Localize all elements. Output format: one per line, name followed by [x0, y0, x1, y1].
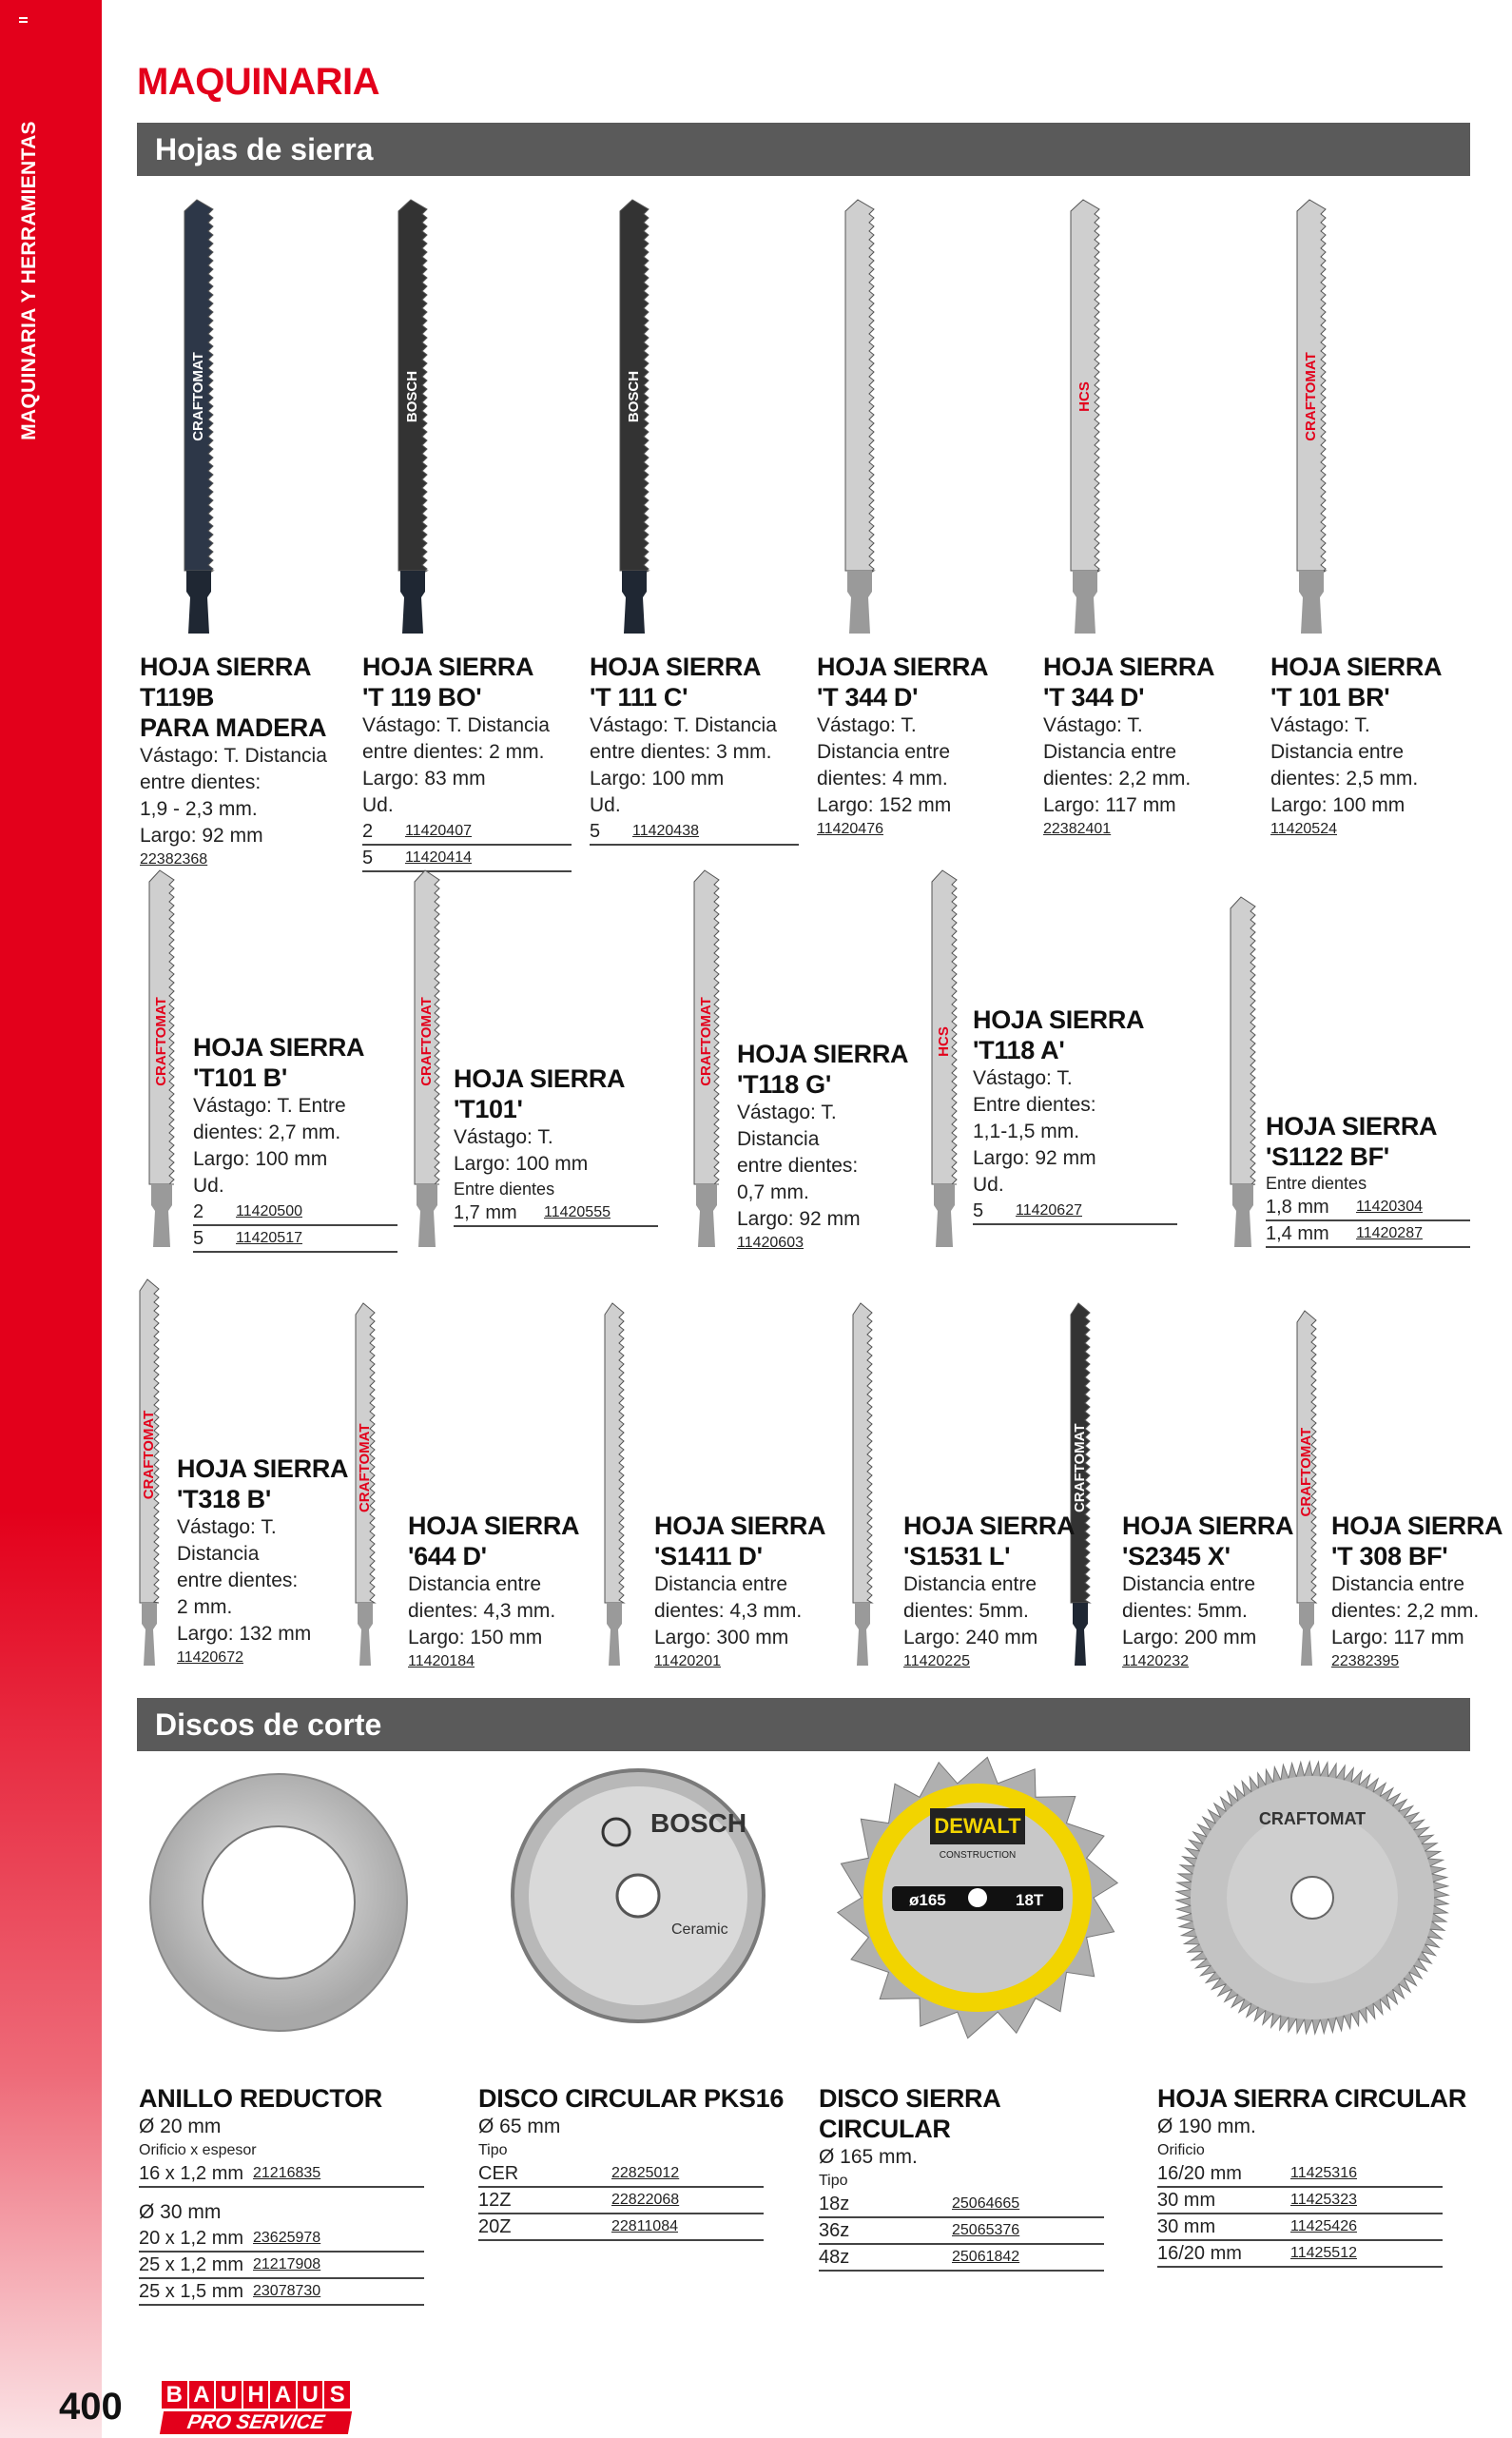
- product-reference: 22825012: [611, 2165, 680, 2181]
- product-reference: 11420517: [236, 1230, 302, 1246]
- product-reference: 11420225: [903, 1653, 970, 1669]
- reference-row: [193, 1199, 397, 1226]
- product-card: [140, 652, 349, 870]
- product-card: [973, 1004, 1177, 1225]
- product-reference: 11420603: [737, 1235, 804, 1251]
- reference-row: [478, 2161, 764, 2188]
- svg-text:HCS: HCS: [936, 1026, 952, 1057]
- product-description: Vástago: T. Distancia entre dientes: 1,9 - 2,3 mm. Largo: 92 mm: [140, 745, 327, 847]
- reference-row: [1157, 2161, 1443, 2188]
- svg-text:CRAFTOMAT: CRAFTOMAT: [1303, 352, 1319, 441]
- reference-row: [819, 2218, 1104, 2245]
- diameter-label: Ø 30 mm: [139, 2201, 222, 2223]
- saw-blade-image: [849, 1303, 882, 1669]
- product-card: [1270, 652, 1480, 840]
- product-reference: 11425316: [1290, 2165, 1357, 2181]
- section-header-cutting-discs: Discos de corte: [137, 1698, 1470, 1751]
- product-card: [737, 1039, 941, 1254]
- product-reference: 11420476: [817, 821, 883, 837]
- variant-value: 48z: [819, 2247, 850, 2268]
- product-name: HOJA SIERRA 'T101 B': [193, 1033, 365, 1092]
- disc-product-card: [1157, 2083, 1471, 2268]
- saw-blade-image: [616, 200, 658, 637]
- product-reference: 11420184: [408, 1653, 475, 1669]
- product-name: HOJA SIERRA 'T 111 C': [590, 653, 762, 712]
- product-name: HOJA SIERRA 'S1411 D': [654, 1512, 826, 1570]
- product-reference: 11420438: [632, 823, 699, 839]
- variant-value: 5: [973, 1200, 984, 1221]
- product-description: Distancia entre dientes: 4,3 mm. Largo: 150 mm: [408, 1573, 556, 1648]
- product-name: HOJA SIERRA 'T118 G': [737, 1040, 909, 1099]
- product-reference: 21217908: [253, 2256, 321, 2272]
- svg-text:CRAFTOMAT: CRAFTOMAT: [1258, 1809, 1367, 1828]
- variant-value: CER: [478, 2163, 519, 2184]
- diameter-label: Ø 65 mm: [478, 2116, 561, 2137]
- reference-row: [1157, 2214, 1443, 2241]
- spec-label: Orificio x espesor: [139, 2142, 257, 2158]
- saw-blade-image: [395, 200, 436, 637]
- product-card: [903, 1511, 1084, 1672]
- product-description: Vástago: T. Largo: 100 mm: [454, 1126, 589, 1175]
- product-reference: 11420287: [1356, 1225, 1423, 1241]
- spec-label: Tipo: [478, 2142, 508, 2158]
- page-number: 400: [59, 2386, 123, 2428]
- variant-value: 5: [193, 1228, 204, 1249]
- product-reference: 11420524: [1270, 821, 1337, 837]
- product-reference: 25061842: [952, 2249, 1020, 2265]
- product-name: HOJA SIERRA 'S2345 X': [1122, 1512, 1294, 1570]
- reference-row: [1157, 2241, 1443, 2268]
- disc-product-card: [139, 2083, 453, 2306]
- reference-row: [454, 1200, 658, 1227]
- spec-label: Tipo: [819, 2173, 848, 2189]
- svg-text:HCS: HCS: [1076, 381, 1093, 412]
- diameter-label: Ø 20 mm: [139, 2116, 222, 2137]
- reference-row: [478, 2188, 764, 2214]
- variant-value: 20 x 1,2 mm: [139, 2228, 244, 2249]
- variant-value: 2: [362, 821, 374, 842]
- product-description: Vástago: T. Entre dientes: 2,7 mm. Largo: 100 mm Ud.: [193, 1095, 346, 1197]
- saw-blade-image: [1067, 200, 1109, 637]
- product-card: [1122, 1511, 1303, 1672]
- reference-row: [362, 819, 572, 846]
- logo-letter: H: [243, 2381, 269, 2409]
- product-name: HOJA SIERRA 'T 119 BO': [362, 653, 534, 712]
- product-reference: 11420672: [177, 1649, 243, 1666]
- product-reference: 22382368: [140, 851, 208, 868]
- dewalt-disc-image: [835, 1755, 1120, 2040]
- product-name: HOJA SIERRA 'T118 A': [973, 1005, 1145, 1064]
- variant-value: 5: [590, 821, 601, 842]
- product-reference: 25064665: [952, 2195, 1020, 2212]
- reference-row: [139, 2253, 424, 2279]
- svg-text:18T: 18T: [1016, 1891, 1044, 1909]
- product-description: Vástago: T. Distancia entre dientes: 2 mm. Largo: 132 mm: [177, 1516, 312, 1645]
- variant-value: 1,7 mm: [454, 1202, 517, 1223]
- product-reference: 11420201: [654, 1653, 721, 1669]
- product-description: Distancia entre dientes: 2,2 mm. Largo: 117 mm: [1331, 1573, 1480, 1648]
- variant-value: 12Z: [478, 2190, 512, 2211]
- svg-text:CRAFTOMAT: CRAFTOMAT: [698, 997, 714, 1086]
- product-card: [362, 652, 572, 872]
- variant-value: 18z: [819, 2194, 850, 2214]
- product-reference: 11420555: [544, 1204, 611, 1220]
- page-title: MAQUINARIA: [137, 61, 379, 103]
- product-name: HOJA SIERRA CIRCULAR: [1157, 2084, 1467, 2113]
- product-reference: 11425426: [1290, 2218, 1357, 2234]
- variant-value: 16 x 1,2 mm: [139, 2163, 244, 2184]
- svg-text:BOSCH: BOSCH: [404, 370, 420, 423]
- variant-value: 30 mm: [1157, 2216, 1216, 2237]
- product-reference: 11425323: [1290, 2192, 1357, 2208]
- saw-blade-image: [1227, 897, 1265, 1251]
- diameter-label: Ø 190 mm.: [1157, 2116, 1256, 2137]
- reference-row: [193, 1226, 397, 1253]
- product-description: Vástago: T. Distancia entre dientes: 0,7 mm. Largo: 92 mm: [737, 1102, 861, 1230]
- saw-blade-image: [842, 200, 883, 637]
- product-card: [1331, 1511, 1512, 1672]
- saw-blade-image: [1293, 200, 1335, 637]
- svg-text:Ceramic: Ceramic: [671, 1921, 728, 1938]
- product-description: Vástago: T. Distancia entre dientes: 2,5 mm. Largo: 100 mm: [1270, 714, 1419, 816]
- svg-text:CRAFTOMAT: CRAFTOMAT: [357, 1423, 373, 1513]
- svg-text:BOSCH: BOSCH: [626, 370, 642, 423]
- logo-letter: U: [298, 2381, 323, 2409]
- reference-row: [1266, 1221, 1470, 1248]
- craftomat-disc-image: [1174, 1760, 1450, 2036]
- product-reference: 11420407: [405, 823, 472, 839]
- variant-value: 1,8 mm: [1266, 1197, 1329, 1218]
- product-card: [193, 1032, 397, 1253]
- product-reference: 25065376: [952, 2222, 1020, 2238]
- variant-value: 16/20 mm: [1157, 2163, 1242, 2184]
- saw-blade-image: [601, 1303, 633, 1669]
- product-name: HOJA SIERRA T119B PARA MADERA: [140, 653, 327, 742]
- reference-row: [1266, 1195, 1470, 1221]
- product-name: DISCO SIERRA CIRCULAR: [819, 2084, 1000, 2143]
- svg-text:CRAFTOMAT: CRAFTOMAT: [418, 997, 435, 1086]
- reference-row: [478, 2214, 764, 2241]
- logo-letter: A: [189, 2381, 215, 2409]
- product-name: HOJA SIERRA 'T101': [454, 1064, 626, 1123]
- product-card: [590, 652, 799, 846]
- diameter-label: Ø 165 mm.: [819, 2146, 918, 2168]
- product-reference: 22822068: [611, 2192, 680, 2208]
- product-card: [817, 652, 1026, 840]
- svg-text:CRAFTOMAT: CRAFTOMAT: [1072, 1423, 1088, 1513]
- product-description: Vástago: T. Distancia entre dientes: 4 mm. Largo: 152 mm: [817, 714, 952, 816]
- product-reference: 11420232: [1122, 1653, 1189, 1669]
- logo-letter: S: [324, 2381, 350, 2409]
- product-reference: 23625978: [253, 2230, 321, 2246]
- product-description: Vástago: T. Distancia entre dientes: 2 mm. Largo: 83 mm Ud.: [362, 714, 550, 816]
- svg-text:CONSTRUCTION: CONSTRUCTION: [939, 1850, 1017, 1861]
- product-reference: 11420414: [405, 849, 472, 866]
- product-reference: 11420304: [1356, 1199, 1423, 1215]
- bauhaus-logo: B A U H A U S PRO SERVICE: [162, 2381, 350, 2434]
- variant-value: 2: [193, 1201, 204, 1222]
- product-name: HOJA SIERRA 'T 308 BF': [1331, 1512, 1503, 1570]
- product-description: Distancia entre dientes: 4,3 mm. Largo: 300 mm: [654, 1573, 803, 1648]
- side-band: [0, 0, 102, 2438]
- logo-letter: B: [162, 2381, 187, 2409]
- saw-blade-image: [690, 870, 728, 1251]
- product-card: [408, 1511, 589, 1672]
- disc-product-card: [478, 2083, 792, 2241]
- reference-row: [139, 2226, 424, 2253]
- svg-text:DEWALT: DEWALT: [934, 1814, 1021, 1838]
- svg-text:ø165: ø165: [909, 1891, 946, 1909]
- reference-row: [139, 2161, 424, 2188]
- product-reference: 23078730: [253, 2283, 321, 2299]
- sidebar-category: MAQUINARIA Y HERRAMIENTAS: [18, 121, 40, 440]
- menu-mark-icon: [19, 17, 28, 23]
- bosch-disc-image: [510, 1767, 766, 2024]
- product-name: HOJA SIERRA '644 D': [408, 1512, 580, 1570]
- product-card: [654, 1511, 835, 1672]
- product-card: [1266, 1111, 1470, 1248]
- logo-letter: A: [270, 2381, 296, 2409]
- spec-label: Orificio: [1157, 2142, 1205, 2158]
- product-card: [454, 1063, 658, 1227]
- variant-value: 20Z: [478, 2216, 512, 2237]
- reference-row: [819, 2245, 1104, 2272]
- spec-label: Entre dientes: [454, 1180, 555, 1199]
- product-name: HOJA SIERRA 'S1122 BF': [1266, 1112, 1438, 1171]
- saw-blade-image: [136, 1279, 168, 1669]
- product-reference: 22382401: [1043, 821, 1112, 837]
- product-card: [1043, 652, 1252, 840]
- variant-value: 1,4 mm: [1266, 1223, 1329, 1244]
- product-card: [177, 1453, 358, 1668]
- product-name: DISCO CIRCULAR PKS16: [478, 2084, 785, 2113]
- product-description: Vástago: T. Distancia entre dientes: 2,2 mm. Largo: 117 mm: [1043, 714, 1192, 816]
- product-description: Distancia entre dientes: 5mm. Largo: 240 mm: [903, 1573, 1038, 1648]
- product-name: HOJA SIERRA 'T318 B': [177, 1454, 349, 1513]
- product-reference: 11420500: [236, 1203, 302, 1219]
- svg-text:CRAFTOMAT: CRAFTOMAT: [190, 352, 206, 441]
- saw-blade-image: [145, 870, 184, 1251]
- svg-text:CRAFTOMAT: CRAFTOMAT: [141, 1410, 157, 1500]
- product-reference: 22382395: [1331, 1653, 1400, 1669]
- product-name: ANILLO REDUCTOR: [139, 2084, 382, 2113]
- product-name: HOJA SIERRA 'T 344 D': [1043, 653, 1215, 712]
- variant-value: 16/20 mm: [1157, 2243, 1242, 2264]
- product-description: Distancia entre dientes: 5mm. Largo: 200 mm: [1122, 1573, 1257, 1648]
- reference-row: [590, 819, 799, 846]
- reference-row: [362, 846, 572, 872]
- product-description: Vástago: T. Distancia entre dientes: 3 mm. Largo: 100 mm Ud.: [590, 714, 777, 816]
- saw-blade-image: [411, 870, 449, 1251]
- product-reference: 11420627: [1016, 1202, 1082, 1219]
- svg-text:CRAFTOMAT: CRAFTOMAT: [153, 997, 169, 1086]
- section-header-saw-blades: Hojas de sierra: [137, 123, 1470, 176]
- product-reference: 11425512: [1290, 2245, 1357, 2261]
- variant-value: 5: [362, 848, 374, 868]
- product-name: HOJA SIERRA 'T 101 BR': [1270, 653, 1443, 712]
- reference-row: [139, 2279, 424, 2306]
- product-reference: 22811084: [611, 2218, 678, 2234]
- variant-value: 36z: [819, 2220, 850, 2241]
- product-name: HOJA SIERRA 'S1531 L': [903, 1512, 1076, 1570]
- variant-value: 25 x 1,5 mm: [139, 2281, 244, 2302]
- variant-value: 25 x 1,2 mm: [139, 2254, 244, 2275]
- svg-text:BOSCH: BOSCH: [650, 1808, 747, 1838]
- disc-product-card: [819, 2083, 1133, 2272]
- product-description: Vástago: T. Entre dientes: 1,1-1,5 mm. Largo: 92 mm Ud.: [973, 1067, 1096, 1196]
- reference-row: [973, 1199, 1177, 1225]
- reducer-ring-image: [145, 1769, 412, 2036]
- logo-letter: U: [216, 2381, 242, 2409]
- reference-row: [1157, 2188, 1443, 2214]
- reference-row: [819, 2192, 1104, 2218]
- saw-blade-image: [181, 200, 223, 637]
- variant-value: 30 mm: [1157, 2190, 1216, 2211]
- spec-label: Entre dientes: [1266, 1174, 1367, 1193]
- product-reference: 21216835: [253, 2165, 321, 2181]
- svg-text:CRAFTOMAT: CRAFTOMAT: [1298, 1427, 1314, 1517]
- product-name: HOJA SIERRA 'T 344 D': [817, 653, 989, 712]
